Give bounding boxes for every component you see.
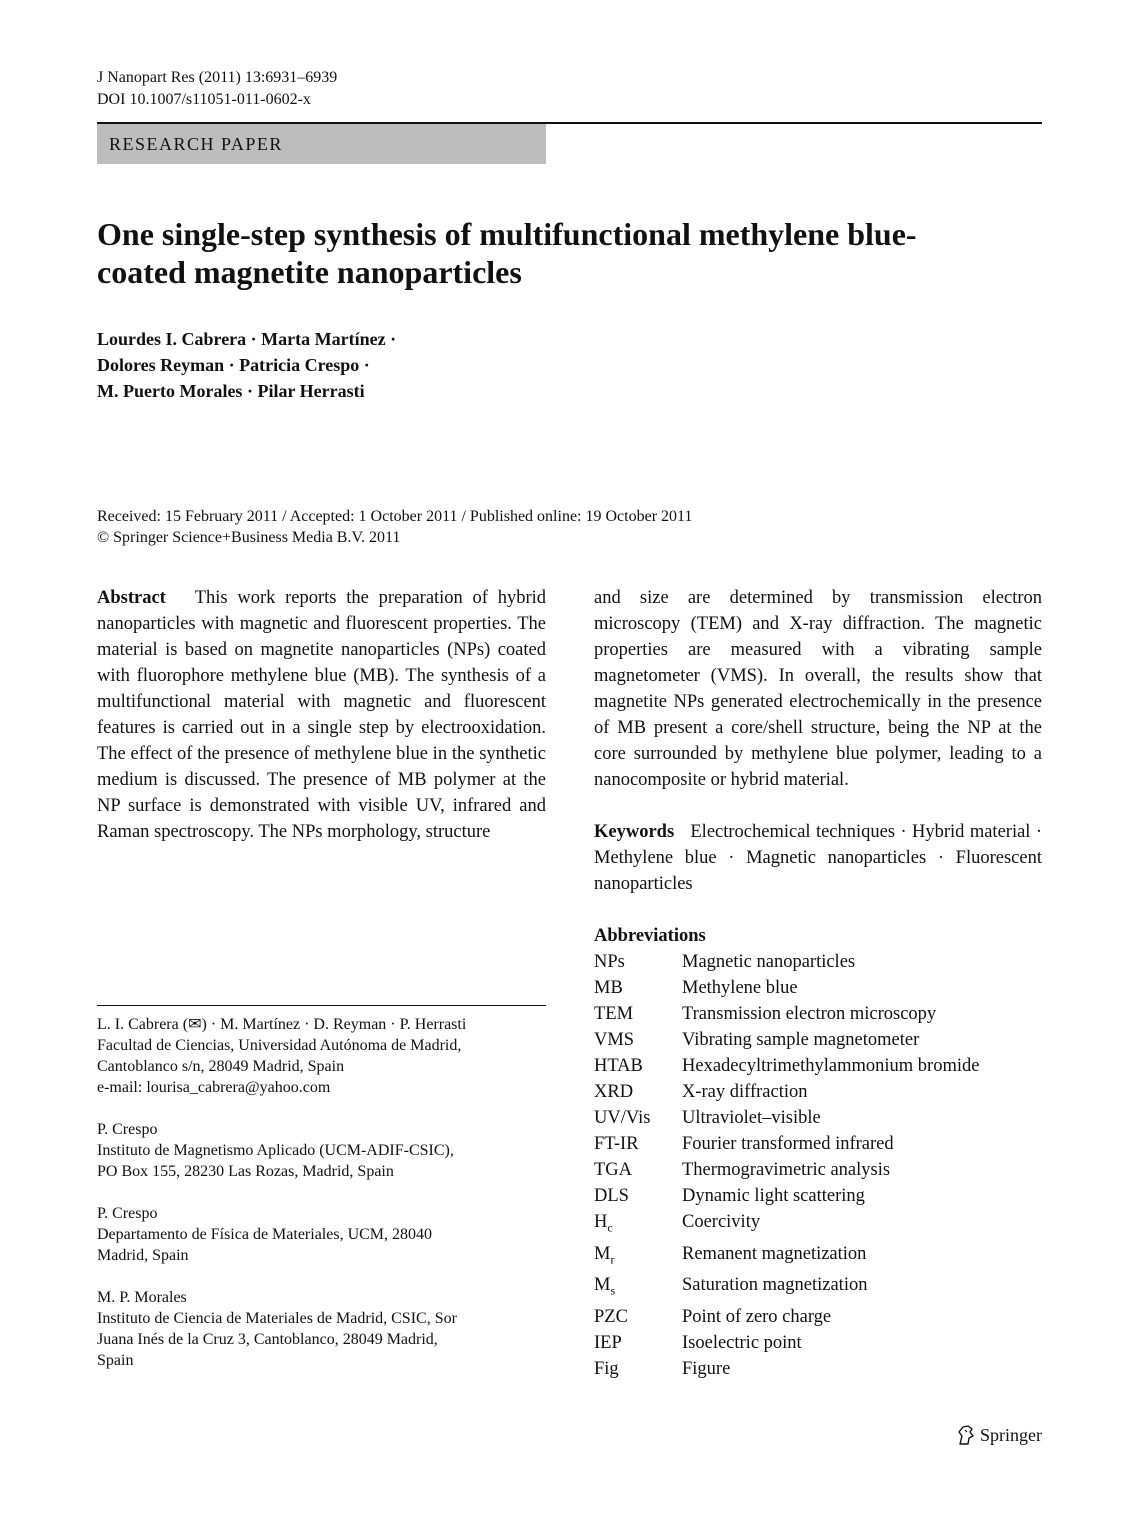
abbreviation-definition: Point of zero charge — [682, 1307, 832, 1328]
abbreviation-row — [594, 1356, 979, 1382]
abbreviation-definition: Dynamic light scattering — [682, 1186, 865, 1206]
abbreviation-term: NPs — [594, 952, 625, 972]
abstract-right: and size are determined by transmission electron microscopy (TEM) and X-ray diffraction. The magnetic properties are measured with a vibrating sample magnetometer (VMS). In overall, the results show that magnetite NPs generated electrochemically in the presence of MB present a core/shell structure, being the NP at the core surrounded by methylene blue polymer, leading to a nanocomposite or hybrid material. — [594, 588, 1042, 790]
paper-title: One single-step synthesis of multifunctional methylene blue-coated magnetite nanoparticles — [97, 216, 917, 290]
affiliation-line: Spain — [97, 1352, 134, 1369]
abbreviation-row — [594, 1272, 979, 1304]
affiliation-block — [97, 1203, 546, 1266]
abbreviation-row — [594, 1330, 979, 1356]
abbreviation-term: TGA — [594, 1160, 633, 1180]
author-line: M. Puerto Morales · Pilar Herrasti — [97, 381, 365, 401]
abstract-left — [97, 585, 546, 845]
abbreviation-row — [594, 1079, 979, 1105]
journal-header — [97, 67, 337, 111]
abbreviation-row — [594, 1027, 979, 1053]
abbreviation-row — [594, 1001, 979, 1027]
affiliation-line: Instituto de Ciencia de Materiales de Madrid, CSIC, Sor — [97, 1310, 457, 1327]
abbreviation-row — [594, 975, 979, 1001]
abbreviation-term: Fig — [594, 1359, 619, 1380]
author-line: Dolores Reyman · Patricia Crespo · — [97, 355, 370, 375]
abbreviation-term: $M_s$ — [594, 1275, 616, 1299]
abbreviations-table — [594, 949, 979, 1382]
abbreviation-definition: Saturation magnetization — [682, 1275, 868, 1296]
affiliation-line: Instituto de Magnetismo Aplicado (UCM-ADIF-CSIC), — [97, 1142, 454, 1159]
publication-dates — [97, 506, 692, 548]
abbreviation-definition: Remanent magnetization — [682, 1243, 867, 1264]
abbreviation-definition: Transmission electron microscopy — [682, 1004, 937, 1024]
left-column — [97, 585, 546, 845]
abbreviation-row — [594, 1304, 979, 1330]
affiliation-email: e-mail: lourisa_cabrera@yahoo.com — [97, 1079, 331, 1096]
affiliations — [97, 1014, 546, 1392]
springer-horse-icon — [956, 1424, 976, 1446]
publisher-name: Springer — [980, 1425, 1042, 1445]
affiliation-names: L. I. Cabrera (✉) · M. Martínez · D. Reyman · P. Herrasti — [97, 1016, 467, 1033]
affiliation-block — [97, 1119, 546, 1182]
affiliation-line: Madrid, Spain — [97, 1247, 189, 1264]
affiliation-line: Departamento de Física de Materiales, UCM, 28040 — [97, 1226, 433, 1243]
abstract-label: Abstract — [97, 588, 166, 608]
abbreviation-row — [594, 1105, 979, 1131]
abbreviation-row — [594, 1157, 979, 1183]
abbreviation-term: UV/Vis — [594, 1108, 651, 1128]
abbreviation-definition: Vibrating sample magnetometer — [682, 1030, 920, 1050]
abbreviations-title: Abbreviations — [594, 926, 706, 946]
abbreviation-definition: Hexadecyltrimethylammonium bromide — [682, 1056, 980, 1076]
author-list — [97, 326, 396, 404]
abbreviation-definition: Isoelectric point — [682, 1333, 802, 1354]
abbreviation-term: FT-IR — [594, 1134, 639, 1154]
abbreviation-term: PZC — [594, 1307, 628, 1328]
section-banner: RESEARCH PAPER — [97, 124, 546, 164]
author-line: Lourdes I. Cabrera · Marta Martínez · — [97, 329, 397, 349]
affiliation-names: P. Crespo — [97, 1205, 158, 1222]
affiliation-block — [97, 1287, 546, 1371]
abbreviation-term: TEM — [594, 1004, 634, 1024]
abbreviation-row — [594, 1241, 979, 1273]
abbreviation-term: VMS — [594, 1030, 635, 1050]
affiliation-line: Facultad de Ciencias, Universidad Autónoma de Madrid, — [97, 1037, 462, 1054]
abbreviation-row — [594, 1131, 979, 1157]
abbreviation-row — [594, 1209, 979, 1241]
abbreviation-definition: Figure — [682, 1359, 731, 1380]
abstract-text: This work reports the preparation of hybrid nanoparticles with magnetic and fluorescent properties. The material is based on magnetite nanoparticles (NPs) coated with fluorophore methylene blue (MB). The synthesis of a multifunctional material with magnetic and fluorescent features is carried out in a single step by electrooxidation. The effect of the presence of methylene blue in the synthetic medium is discussed. The presence of MB polymer at the NP surface is demonstrated with visible UV, infrared and Raman spectroscopy. The NPs morphology, structure — [97, 588, 546, 842]
publisher-logo — [956, 1423, 1042, 1447]
abbreviation-row — [594, 1183, 979, 1209]
doi: DOI 10.1007/s11051-011-0602-x — [97, 91, 311, 108]
keywords-label: Keywords — [594, 822, 675, 842]
right-column — [594, 585, 1042, 1382]
abbreviation-term: HTAB — [594, 1056, 643, 1076]
abbreviation-row — [594, 1053, 979, 1079]
keywords-text: Electrochemical techniques · Hybrid material · Methylene blue · Magnetic nanoparticles · Fluorescent nanoparticles — [594, 822, 1042, 894]
affiliation-line: PO Box 155, 28230 Las Rozas, Madrid, Spain — [97, 1163, 394, 1180]
abbreviation-term: $M_r$ — [594, 1243, 615, 1267]
journal-citation: J Nanopart Res (2011) 13:6931–6939 — [97, 69, 338, 86]
abbreviation-definition: Coercivity — [682, 1212, 761, 1232]
affiliation-names: M. P. Morales — [97, 1289, 187, 1306]
abbreviation-row — [594, 949, 979, 975]
footnote-rule — [97, 1005, 546, 1006]
abbreviation-definition: Magnetic nanoparticles — [682, 952, 856, 972]
copyright: © Springer Science+Business Media B.V. 2011 — [97, 529, 401, 546]
abbreviation-definition: Methylene blue — [682, 978, 798, 998]
abbreviation-definition: Thermogravimetric analysis — [682, 1160, 891, 1180]
affiliation-block — [97, 1014, 546, 1098]
abbreviation-definition: Fourier transformed infrared — [682, 1134, 894, 1154]
abbreviation-term: $H_c$ — [594, 1212, 613, 1235]
abbreviation-definition: Ultraviolet–visible — [682, 1108, 821, 1128]
affiliation-line: Juana Inés de la Cruz 3, Cantoblanco, 28049 Madrid, — [97, 1331, 438, 1348]
history-dates: Received: 15 February 2011 / Accepted: 1 October 2011 / Published online: 19 October 2011 — [97, 508, 693, 525]
affiliation-names: P. Crespo — [97, 1121, 158, 1138]
abbreviation-term: DLS — [594, 1186, 629, 1206]
abbreviation-term: IEP — [594, 1333, 622, 1354]
abbreviation-term: MB — [594, 978, 623, 998]
keywords — [594, 819, 1042, 897]
abbreviation-term: XRD — [594, 1082, 634, 1102]
affiliation-line: Cantoblanco s/n, 28049 Madrid, Spain — [97, 1058, 345, 1075]
abbreviation-definition: X-ray diffraction — [682, 1082, 808, 1102]
